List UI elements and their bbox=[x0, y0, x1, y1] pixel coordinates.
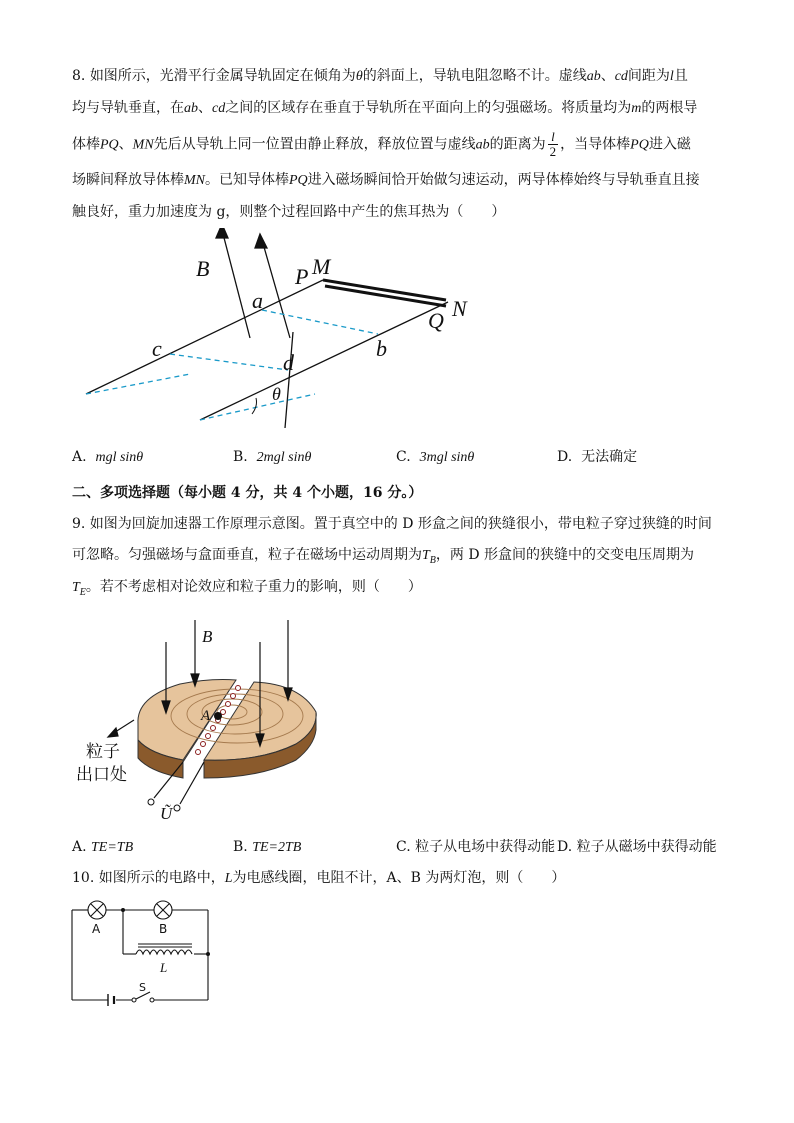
q9-cyclotron-figure bbox=[0, 612, 794, 822]
question-number: 8. bbox=[72, 68, 86, 84]
label-b-field: B bbox=[196, 256, 210, 281]
q10-line-1: 10. 如图所示的电路中，L为电感线圈，电阻不计，A、B 为两灯泡，则（ ） bbox=[72, 870, 566, 886]
dashed-extension-left bbox=[86, 374, 190, 394]
label-lamp-b: B bbox=[159, 922, 168, 936]
fraction-l-over-2: $\frac{l}{2}$ bbox=[549, 129, 557, 159]
label-q: Q bbox=[428, 308, 444, 333]
label-b-field: B bbox=[202, 627, 213, 646]
q9-line-3: $T_E$。若不考虑相对论效应和粒子重力的影响，则（ ） bbox=[72, 579, 422, 598]
label-inductor: L bbox=[160, 960, 168, 975]
label-a: A bbox=[201, 708, 211, 724]
label-theta: θ bbox=[272, 384, 281, 404]
label-a: a bbox=[252, 288, 263, 313]
label-b: b bbox=[376, 336, 387, 361]
dashed-extension-right bbox=[200, 394, 315, 420]
q8-line-3: 体棒PQ、MN先后从导轨上同一位置由静止释放，释放位置与虚线ab的距离为 $\frac{l}{2}$ ，当导体棒PQ进入磁 bbox=[72, 129, 691, 159]
q10-circuit-figure bbox=[0, 898, 794, 1008]
label-d: d bbox=[283, 350, 294, 375]
exit-label: 粒子 bbox=[86, 742, 120, 762]
arrowhead bbox=[216, 228, 228, 238]
dashed-line-ab bbox=[262, 310, 378, 334]
arrowhead bbox=[255, 234, 267, 248]
label-switch: S bbox=[139, 981, 146, 994]
q8-option-c[interactable]: C. 3mgl sinθ bbox=[396, 449, 475, 465]
rail-lower bbox=[200, 302, 448, 420]
q8-line-4: 场瞬间释放导体棒MN。已知导体棒PQ进入磁场瞬间恰开始做匀速运动，两导体棒始终与导轨垂直且接 bbox=[72, 172, 700, 188]
field-arrow-line bbox=[285, 332, 293, 428]
section-2-title: 二、多项选择题（每小题 4 分，共 4 个小题，16 分。） bbox=[72, 485, 423, 501]
inductor-coil bbox=[136, 950, 192, 954]
label-n: N bbox=[452, 296, 467, 321]
q9-option-d[interactable]: D. 粒子从磁场中获得动能 bbox=[557, 839, 717, 855]
q8-line-1: 8. 如图所示，光滑平行金属导轨固定在倾角为θ的斜面上，导轨电阻忽略不计。虚线ab、cd间距为l且 bbox=[72, 68, 688, 84]
rail-upper bbox=[86, 280, 323, 394]
particle-source bbox=[214, 712, 222, 720]
dashed-line-cd bbox=[170, 354, 288, 370]
label-m: M bbox=[312, 254, 331, 279]
q9-line-2: 可忽略。匀强磁场与盒面垂直，粒子在磁场中运动周期为$T_B$，两 D 形盒间的狭缝中的交变电压周期为 bbox=[72, 547, 695, 566]
label-lamp-a: A bbox=[92, 922, 101, 936]
q8-line-2: 均与导轨垂直，在ab、cd之间的区域存在垂直于导轨所在平面向上的匀强磁场。将质量均为m的两根导 bbox=[72, 100, 698, 116]
label-p: P bbox=[295, 264, 309, 289]
angle-arc bbox=[252, 398, 257, 414]
q8-option-a[interactable]: A. mgl sinθ bbox=[72, 449, 144, 465]
q8-option-d[interactable]: D. 无法确定 bbox=[557, 449, 638, 465]
label-c: c bbox=[152, 336, 162, 361]
q9-option-b[interactable]: B. TE=2TB bbox=[233, 839, 302, 855]
q8-option-b[interactable]: B. 2mgl sinθ bbox=[233, 449, 312, 465]
label-u: Ũ bbox=[160, 804, 173, 822]
field-arrow-right bbox=[262, 240, 290, 338]
q8-rails-figure bbox=[0, 228, 794, 428]
exit-label: 出口处 bbox=[76, 765, 127, 785]
q9-option-c[interactable]: C. 粒子从电场中获得动能 bbox=[396, 839, 556, 855]
q8-line-5: 触良好，重力加速度为 g，则整个过程回路中产生的焦耳热为（ ） bbox=[72, 204, 506, 220]
q9-line-1: 9. 如图为回旋加速器工作原理示意图。置于真空中的 D 形盒之间的狭缝很小，带电粒子穿过狭缝的时间 bbox=[72, 516, 712, 532]
q9-option-a[interactable]: A. TE=TB bbox=[72, 839, 134, 855]
